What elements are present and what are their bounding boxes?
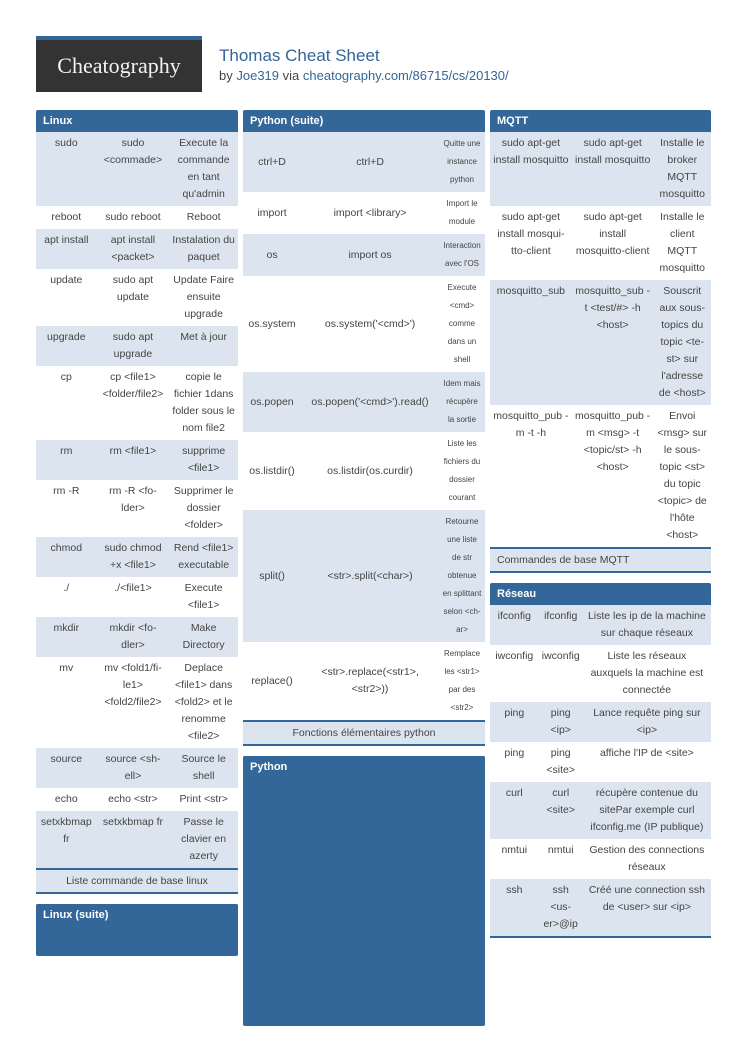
command-cell: reboot: [36, 206, 97, 229]
description-cell: Reboot: [169, 206, 238, 229]
description-cell: Deplace <file1> dans <fold2> et le renomme <file2>: [169, 657, 238, 748]
description-cell: Liste les fichiers du dossier courant: [439, 432, 485, 510]
command-cell: apt install: [36, 229, 97, 269]
description-cell: récupère contenue du sitePar exemple curl ifconfig.me (IP publique): [583, 782, 711, 839]
linux-row: [36, 480, 238, 537]
command-cell: ifconfig: [490, 605, 539, 645]
reseau-panel-title: Réseau: [490, 583, 711, 605]
mqtt-row: [490, 280, 711, 405]
linux-row: [36, 577, 238, 617]
command-cell: import: [243, 192, 301, 234]
reseau-row: [490, 702, 711, 742]
command-cell: os.popen: [243, 372, 301, 432]
description-cell: Instalation du paquet: [169, 229, 238, 269]
command-cell: nmtui: [490, 839, 539, 879]
python-suite-panel-footer: Fonctions élémentaires python: [243, 720, 485, 746]
description-cell: Execute la commande en tant qu'admin: [169, 132, 238, 206]
command-cell: cp: [36, 366, 97, 440]
linux-row: [36, 229, 238, 269]
via-label: via: [282, 68, 300, 83]
command-cell: source: [36, 748, 97, 788]
description-cell: Supprimer le dossier <folder>: [169, 480, 238, 537]
command-cell: ping: [490, 702, 539, 742]
description-cell: Liste les ip de la machine sur chaque réseaux: [583, 605, 711, 645]
reseau-row: [490, 879, 711, 937]
usage-cell: os.system('<cmd>'): [301, 276, 439, 372]
command-cell: os: [243, 234, 301, 276]
python-suite-table: [243, 132, 485, 720]
usage-cell: rm -R <folder>: [97, 480, 170, 537]
usage-cell: sudo apt-get install mosquitto-client: [572, 206, 654, 280]
python-suite-panel-title: Python (suite): [243, 110, 485, 132]
description-cell: Execute <cmd> comme dans un shell: [439, 276, 485, 372]
usage-cell: os.popen('<cmd>').read(): [301, 372, 439, 432]
mqtt-row: [490, 405, 711, 547]
usage-cell: sudo chmod +x <file1>: [97, 537, 170, 577]
author-link[interactable]: Joe319: [236, 68, 280, 83]
linux-row: [36, 206, 238, 229]
reseau-row: [490, 839, 711, 879]
linux-suite-panel: [36, 904, 238, 956]
usage-cell: ssh <user>@ip: [539, 879, 583, 937]
command-cell: rm -R: [36, 480, 97, 537]
description-cell: copie le fichier 1dans folder sous le nom file2: [169, 366, 238, 440]
command-cell: os.system: [243, 276, 301, 372]
command-cell: update: [36, 269, 97, 326]
description-cell: Liste les réseaux auxquels la machine est connectée: [583, 645, 711, 702]
command-cell: os.listdir(): [243, 432, 301, 510]
command-cell: rm: [36, 440, 97, 480]
mqtt-panel: [490, 110, 711, 573]
usage-cell: source <shell>: [97, 748, 170, 788]
reseau-table: [490, 605, 711, 938]
linux-row: [36, 537, 238, 577]
python-row: [243, 234, 485, 276]
description-cell: Idem mais récupère la sortie: [439, 372, 485, 432]
usage-cell: iwconfig: [539, 645, 583, 702]
usage-cell: sudo <commade>: [97, 132, 170, 206]
linux-row: [36, 811, 238, 868]
command-cell: mosquitto_sub: [490, 280, 572, 405]
mqtt-panel-footer: Commandes de base MQTT: [490, 547, 711, 573]
usage-cell: import <library>: [301, 192, 439, 234]
usage-cell: ifconfig: [539, 605, 583, 645]
linux-row: [36, 617, 238, 657]
command-cell: curl: [490, 782, 539, 839]
description-cell: Passe le clavier en azerty: [169, 811, 238, 868]
mqtt-panel-title: MQTT: [490, 110, 711, 132]
usage-cell: cp <file1> <folder/file2>: [97, 366, 170, 440]
python-suite-panel: [243, 110, 485, 746]
linux-panel-title: Linux: [36, 110, 238, 132]
linux-row: [36, 326, 238, 366]
usage-cell: <str>.replace(<str1>, <str2>)): [301, 642, 439, 720]
command-cell: setxkbmap fr: [36, 811, 97, 868]
command-cell: ./: [36, 577, 97, 617]
python-row: [243, 276, 485, 372]
usage-cell: mosquitto_sub -t <test/#> -h <host>: [572, 280, 654, 405]
command-cell: split(): [243, 510, 301, 642]
column-1: [36, 110, 238, 966]
command-cell: ping: [490, 742, 539, 782]
column-3: [490, 110, 711, 948]
usage-cell: ctrl+D: [301, 132, 439, 192]
description-cell: Source le shell: [169, 748, 238, 788]
usage-cell: sudo reboot: [97, 206, 170, 229]
description-cell: Quitte une instance python: [439, 132, 485, 192]
linux-suite-panel-title: Linux (suite): [36, 904, 238, 926]
description-cell: Créé une connection ssh de <user> sur <ip>: [583, 879, 711, 937]
linux-row: [36, 657, 238, 748]
linux-panel: [36, 110, 238, 894]
reseau-panel: [490, 583, 711, 938]
description-cell: Rend <file1> executable: [169, 537, 238, 577]
column-2: [243, 110, 485, 1036]
command-cell: upgrade: [36, 326, 97, 366]
usage-cell: sudo apt-get install mosquitto: [572, 132, 654, 206]
cheatography-logo[interactable]: Cheatography: [36, 36, 202, 92]
command-cell: sudo apt-get install mosquitto-client: [490, 206, 572, 280]
usage-cell: ping <ip>: [539, 702, 583, 742]
description-cell: Gestion des connections réseaux: [583, 839, 711, 879]
command-cell: mv: [36, 657, 97, 748]
python-row: [243, 510, 485, 642]
command-cell: iwconfig: [490, 645, 539, 702]
by-label: by: [219, 68, 233, 83]
command-cell: sudo apt-get install mosquitto: [490, 132, 572, 206]
usage-cell: mosquitto_pub -m <msg> -t <topic/st> -h <host>: [572, 405, 654, 547]
python-panel: [243, 756, 485, 1026]
usage-cell: apt install <packet>: [97, 229, 170, 269]
usage-cell: curl <site>: [539, 782, 583, 839]
description-cell: Update Faire ensuite upgrade: [169, 269, 238, 326]
linux-row: [36, 748, 238, 788]
usage-cell: <str>.split(<char>): [301, 510, 439, 642]
usage-cell: import os: [301, 234, 439, 276]
description-cell: supprime <file1>: [169, 440, 238, 480]
linux-row: [36, 788, 238, 811]
python-row: [243, 132, 485, 192]
command-cell: chmod: [36, 537, 97, 577]
usage-cell: ./<file1>: [97, 577, 170, 617]
mqtt-row: [490, 206, 711, 280]
byline: [219, 68, 509, 83]
reseau-row: [490, 645, 711, 702]
linux-row: [36, 132, 238, 206]
usage-cell: sudo apt upgrade: [97, 326, 170, 366]
usage-cell: mv <fold1/file1> <fold2/file2>: [97, 657, 170, 748]
usage-cell: sudo apt update: [97, 269, 170, 326]
description-cell: Retourne une liste de str obtenue en splittant selon <char>: [439, 510, 485, 642]
page-title: Thomas Cheat Sheet: [219, 46, 380, 65]
command-cell: replace(): [243, 642, 301, 720]
mqtt-table: [490, 132, 711, 547]
reseau-row: [490, 742, 711, 782]
python-row: [243, 192, 485, 234]
description-cell: affiche l'IP de <site>: [583, 742, 711, 782]
command-cell: mosquitto_pub -m -t -h: [490, 405, 572, 547]
command-cell: ssh: [490, 879, 539, 937]
usage-cell: os.listdir(os.curdir): [301, 432, 439, 510]
python-row: [243, 642, 485, 720]
command-cell: echo: [36, 788, 97, 811]
usage-cell: setxkbmap fr: [97, 811, 170, 868]
usage-cell: nmtui: [539, 839, 583, 879]
description-cell: Interaction avec l'OS: [439, 234, 485, 276]
command-cell: sudo: [36, 132, 97, 206]
linux-row: [36, 440, 238, 480]
description-cell: Installe le client MQTT mosquitto: [654, 206, 711, 280]
description-cell: Met à jour: [169, 326, 238, 366]
description-cell: Make Directory: [169, 617, 238, 657]
reseau-row: [490, 605, 711, 645]
description-cell: Installe le broker MQTT mosquitto: [654, 132, 711, 206]
description-cell: Print <str>: [169, 788, 238, 811]
linux-panel-footer: Liste commande de base linux: [36, 868, 238, 894]
description-cell: Execute <file1>: [169, 577, 238, 617]
description-cell: Remplace les <str1> par des <str2>: [439, 642, 485, 720]
command-cell: ctrl+D: [243, 132, 301, 192]
usage-cell: mkdir <fodler>: [97, 617, 170, 657]
description-cell: Lance requête ping sur <ip>: [583, 702, 711, 742]
usage-cell: echo <str>: [97, 788, 170, 811]
reseau-row: [490, 782, 711, 839]
usage-cell: ping <site>: [539, 742, 583, 782]
description-cell: Import le module: [439, 192, 485, 234]
description-cell: Souscrit aux sous-topics du topic <test> sur l'adresse de <host>: [654, 280, 711, 405]
command-cell: mkdir: [36, 617, 97, 657]
linux-row: [36, 366, 238, 440]
python-row: [243, 372, 485, 432]
linux-table: [36, 132, 238, 868]
sheet-url-link[interactable]: cheatography.com/86715/cs/20130/: [302, 68, 509, 83]
python-panel-title: Python: [243, 756, 485, 778]
linux-row: [36, 269, 238, 326]
usage-cell: rm <file1>: [97, 440, 170, 480]
description-cell: Envoi <msg> sur le sous-topic <st> du topic <topic> de l'hôte <host>: [654, 405, 711, 547]
python-row: [243, 432, 485, 510]
mqtt-row: [490, 132, 711, 206]
